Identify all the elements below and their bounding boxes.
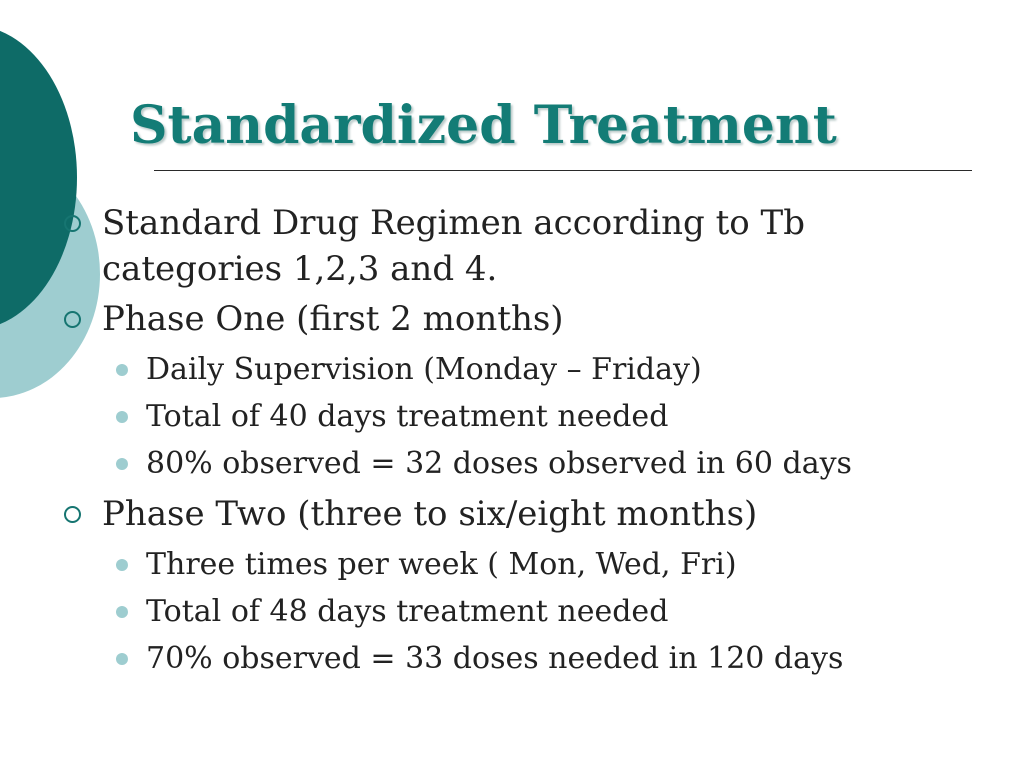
- hollow-circle-bullet-icon: [64, 215, 81, 232]
- filled-dot-bullet-icon: [116, 364, 128, 376]
- hollow-circle-bullet-icon: [64, 311, 81, 328]
- filled-dot-bullet-icon: [116, 458, 128, 470]
- filled-dot-bullet-icon: [116, 559, 128, 571]
- filled-dot-bullet-icon: [116, 411, 128, 423]
- sub-bullet-text: 70% observed = 33 doses needed in 120 days: [146, 641, 844, 676]
- sub-bullet-text: 80% observed = 32 doses observed in 60 days: [146, 446, 852, 481]
- sub-bullet-observed: [60, 635, 960, 682]
- title-underline: [154, 170, 972, 171]
- filled-dot-bullet-icon: [116, 653, 128, 665]
- phase-one-details: [60, 346, 960, 487]
- sub-bullet-three-times: [60, 541, 960, 588]
- bullet-phase-two: [60, 491, 960, 537]
- bullet-text: Phase One (first 2 months): [102, 299, 564, 339]
- phase-two-details: [60, 541, 960, 682]
- slide-title: Standardized Treatment: [130, 95, 837, 156]
- bullet-text: Phase Two (three to six/eight months): [102, 494, 758, 534]
- slide-body: [60, 200, 960, 686]
- bullet-phase-one: [60, 296, 960, 342]
- bullet-text-line-2: categories 1,2,3 and 4.: [102, 249, 498, 289]
- filled-dot-bullet-icon: [116, 606, 128, 618]
- sub-bullet-daily-supervision: [60, 346, 960, 393]
- sub-bullet-total-days: [60, 588, 960, 635]
- hollow-circle-bullet-icon: [64, 506, 81, 523]
- sub-bullet-text: Total of 40 days treatment needed: [146, 399, 669, 434]
- sub-bullet-total-days: [60, 393, 960, 440]
- bullet-standard-regimen: [60, 200, 960, 292]
- sub-bullet-text: Three times per week ( Mon, Wed, Fri): [146, 547, 737, 582]
- sub-bullet-observed: [60, 440, 960, 487]
- bullet-text-line-1: Standard Drug Regimen according to Tb: [102, 203, 805, 243]
- sub-bullet-text: Total of 48 days treatment needed: [146, 594, 669, 629]
- sub-bullet-text: Daily Supervision (Monday – Friday): [146, 352, 702, 387]
